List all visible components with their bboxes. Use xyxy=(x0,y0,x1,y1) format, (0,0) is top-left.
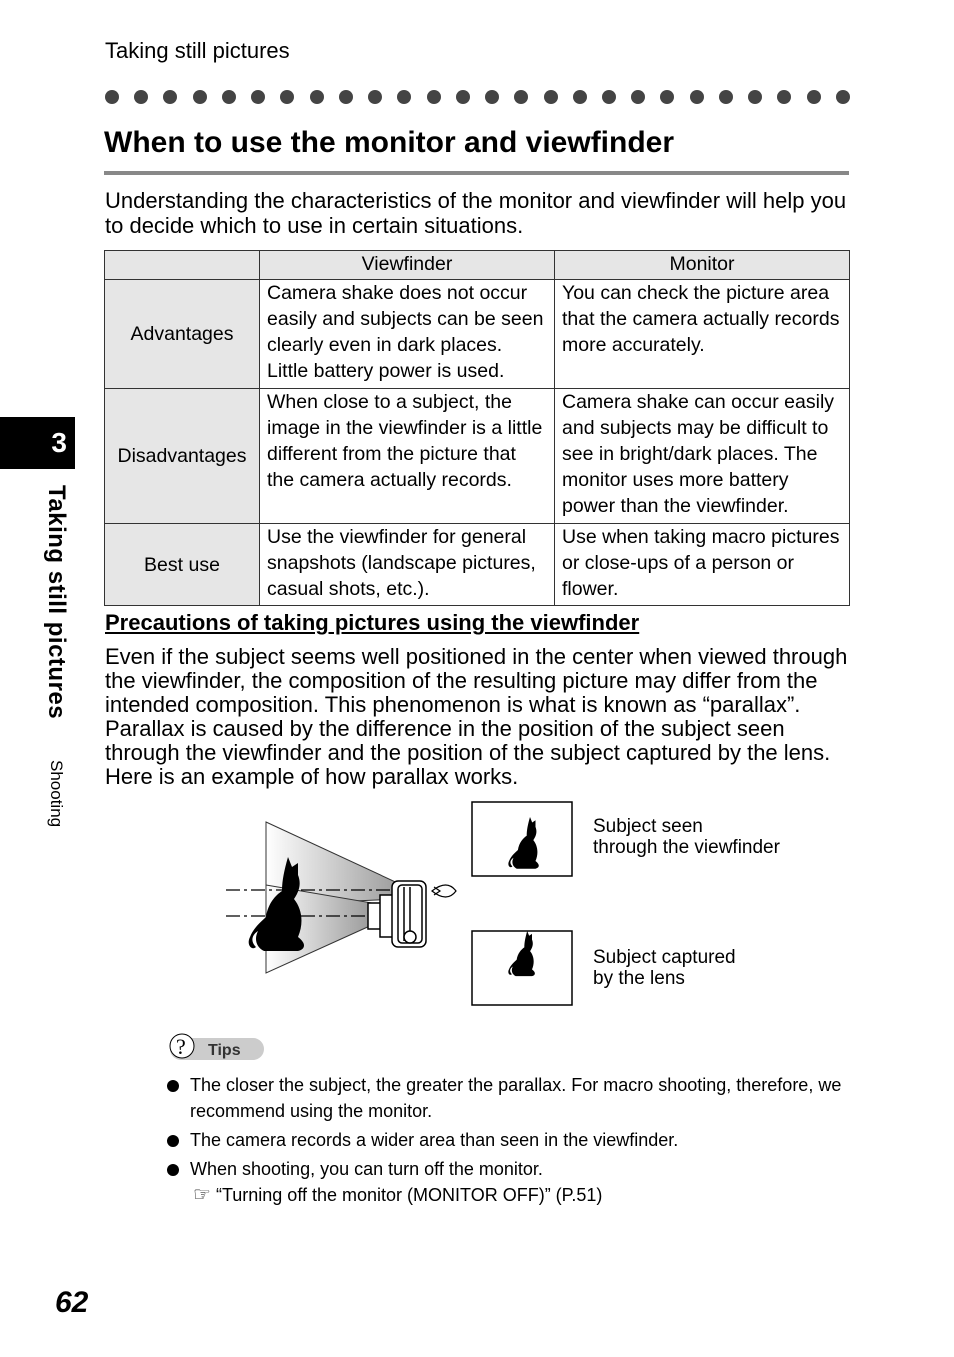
parallax-diagram xyxy=(220,795,860,1010)
reference-link[interactable]: “Turning off the monitor (MONITOR OFF)” (P.51) xyxy=(215,1185,603,1205)
viewfinder-caption-line2: through the viewfinder xyxy=(593,837,780,858)
eye-icon xyxy=(432,885,456,897)
side-chapter-title: Taking still pictures xyxy=(43,485,70,720)
list-item xyxy=(165,1072,845,1124)
monitor-advantages: You can check the picture area that the camera actually records more accurately. xyxy=(555,280,850,389)
table-corner-cell xyxy=(105,251,260,280)
reference-pointer-icon: ☞ xyxy=(193,1184,211,1206)
list-item xyxy=(165,1156,845,1208)
lens-caption-line2: by the lens xyxy=(593,968,685,989)
row-label-disadvantages: Disadvantages xyxy=(105,389,260,524)
tip-text: The closer the subject, the greater the parallax. For macro shooting, therefore, we recommend using the monitor. xyxy=(190,1075,842,1121)
page-number: 62 xyxy=(55,1286,89,1319)
table-row xyxy=(105,524,850,606)
dot-divider xyxy=(105,90,850,106)
table-row xyxy=(105,389,850,524)
row-label-best-use: Best use xyxy=(105,524,260,606)
tip-text: When shooting, you can turn off the monitor. xyxy=(190,1159,543,1179)
intro-paragraph: Understanding the characteristics of the monitor and viewfinder will help you to decide which to use in certain situations. xyxy=(105,188,847,238)
chapter-tab xyxy=(0,417,75,469)
precautions-heading: Precautions of taking pictures using the viewfinder xyxy=(105,610,640,635)
row-label-advantages: Advantages xyxy=(105,280,260,389)
viewfinder-caption-line1: Subject seen xyxy=(593,816,703,837)
page-title: When to use the monitor and viewfinder xyxy=(104,126,675,159)
comparison-table xyxy=(104,250,850,606)
tips-badge xyxy=(168,1030,268,1067)
viewfinder-advantages: Camera shake does not occur easily and subjects can be seen clearly even in dark places. Little battery power is used. xyxy=(260,280,555,389)
viewfinder-disadvantages: When close to a subject, the image in the viewfinder is a little different from the picture that the camera actually records. xyxy=(260,389,555,524)
question-mark-icon xyxy=(170,1034,194,1059)
table-header-row xyxy=(105,251,850,280)
list-item xyxy=(165,1127,845,1153)
svg-text:?: ? xyxy=(176,1034,186,1059)
title-underline xyxy=(104,171,849,175)
side-section-label: Shooting xyxy=(47,760,66,828)
monitor-disadvantages: Camera shake can occur easily and subjects may be difficult to see in bright/dark places. The monitor uses more battery power than the viewfinder. xyxy=(555,389,850,524)
viewfinder-best-use: Use the viewfinder for general snapshots (landscape pictures, casual shots, etc.). xyxy=(260,524,555,606)
table-row xyxy=(105,280,850,389)
chapter-number: 3 xyxy=(51,427,67,458)
precautions-body: Even if the subject seems well positioned in the center when viewed through the viewfinder, the composition of the resulting picture may differ from the intended composition. This phenomenon is what is known as “parallax”. Parallax is caused by the difference in the position of the subject seen through the viewfinder and the position of the subject captured by the lens. Here is an example of how parallax works. xyxy=(105,644,848,789)
column-header-monitor: Monitor xyxy=(555,251,850,280)
lens-caption-line1: Subject captured xyxy=(593,947,736,968)
monitor-best-use: Use when taking macro pictures or close-ups of a person or flower. xyxy=(555,524,850,606)
running-header: Taking still pictures xyxy=(105,38,290,63)
column-header-viewfinder: Viewfinder xyxy=(260,251,555,280)
tips-list xyxy=(165,1072,845,1211)
tips-label: Tips xyxy=(208,1042,241,1059)
tip-text: The camera records a wider area than seen in the viewfinder. xyxy=(190,1130,679,1150)
